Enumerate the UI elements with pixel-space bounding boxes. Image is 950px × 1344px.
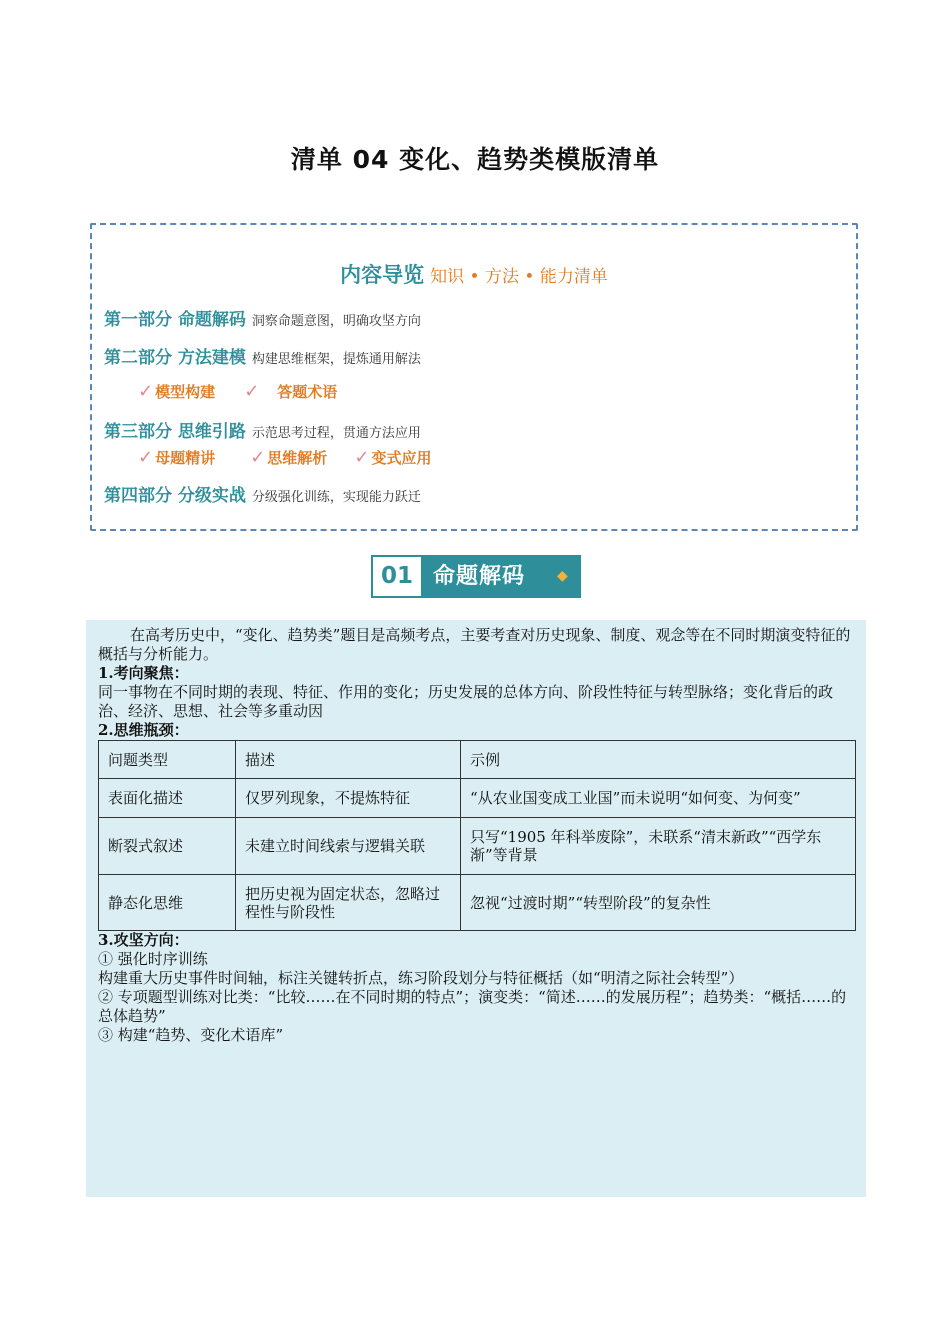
check-item: ✓ 模型构建	[138, 381, 216, 402]
table-cell: 只写“1905 年科举废除”，未联系“清末新政”“西学东渐”等背景	[461, 818, 856, 875]
check-icon: ✓	[250, 447, 266, 468]
table-cell: “从农业国变成工业国”而未说明“如何变、为何变”	[461, 779, 856, 818]
guide-part-4	[104, 481, 421, 506]
guide-part-1	[104, 305, 421, 330]
page-title: 清单 04 变化、趋势类模版清单	[290, 145, 660, 174]
check-item: ✓ 变式应用	[354, 447, 432, 468]
focus-heading: 1.考向聚焦：	[98, 664, 189, 682]
part3-checks	[138, 447, 432, 468]
table-cell: 把历史视为固定状态，忽略过程性与阶段性	[236, 875, 461, 931]
direction-line: ② 专项题型训练对比类：“比较……在不同时期的特点”；演变类：“简述……的发展历程”；趋势类：“概括……的总体趋势”	[98, 988, 847, 1025]
part2-checks	[138, 381, 337, 402]
check-item: ✓ 母题精讲	[138, 447, 216, 468]
table-cell: 忽视“过渡时期”“转型阶段”的复杂性	[461, 875, 856, 931]
direction-line: ③ 构建“趋势、变化术语库”	[98, 1026, 284, 1044]
diamond-icon: ◆	[557, 568, 568, 584]
table-row	[99, 818, 856, 875]
check-item: ✓ 答题术语	[244, 381, 338, 402]
bottleneck-heading: 2.思维瓶颈：	[98, 721, 189, 739]
direction-line: ① 强化时序训练	[98, 950, 208, 968]
direction-line: 构建重大历史事件时间轴，标注关键转折点，练习阶段划分与特征概括（如“明清之际社会转型”）	[98, 969, 744, 987]
guide-part-2	[104, 343, 421, 368]
content-panel	[86, 620, 866, 1197]
table-cell: 仅罗列现象，不提炼特征	[236, 779, 461, 818]
table-row	[99, 779, 856, 818]
table-header-row	[99, 741, 856, 779]
section-number: 01	[373, 557, 421, 596]
guide-header	[92, 259, 856, 289]
check-icon: ✓	[138, 447, 154, 468]
part-desc: 构建思维框架，提炼通用解法	[251, 352, 421, 367]
bottleneck-table	[98, 740, 856, 931]
part-label: 第三部分 思维引路	[104, 422, 246, 442]
check-icon: ✓	[138, 381, 154, 402]
guide-header-main: 内容导览	[340, 263, 425, 287]
section-badge	[371, 555, 581, 598]
content-guide-box	[90, 223, 858, 531]
table-header-cell: 问题类型	[99, 741, 236, 779]
check-icon: ✓	[244, 381, 260, 402]
table-cell: 表面化描述	[99, 779, 236, 818]
part-label: 第四部分 分级实战	[104, 486, 246, 506]
section-title: 命题解码	[433, 564, 526, 589]
table-cell: 断裂式叙述	[99, 818, 236, 875]
check-icon: ✓	[354, 447, 370, 468]
direction-heading: 3.攻坚方向：	[98, 931, 189, 949]
part-desc: 洞察命题意图，明确攻坚方向	[251, 314, 421, 329]
table-cell: 静态化思维	[99, 875, 236, 931]
part-desc: 分级强化训练，实现能力跃迁	[251, 490, 421, 505]
check-item: ✓ 思维解析	[250, 447, 328, 468]
table-row	[99, 875, 856, 931]
part-desc: 示范思考过程，贯通方法应用	[251, 426, 421, 441]
table-header-cell: 描述	[236, 741, 461, 779]
table-cell: 未建立时间线索与逻辑关联	[236, 818, 461, 875]
focus-text: 同一事物在不同时期的表现、特征、作用的变化；历史发展的总体方向、阶段性特征与转型脉络；变化背后的政治、经济、思想、社会等多重动因	[98, 683, 834, 720]
guide-part-3	[104, 417, 421, 442]
part-label: 第一部分 命题解码	[104, 310, 246, 330]
table-header-cell: 示例	[461, 741, 856, 779]
intro-paragraph: 在高考历史中，“变化、趋势类”题目是高频考点，主要考查对历史现象、制度、观念等在不同时期演变特征的概括与分析能力。	[98, 626, 851, 663]
part-label: 第二部分 方法建模	[104, 348, 246, 368]
guide-header-sub: 知识 • 方法 • 能力清单	[430, 267, 608, 287]
